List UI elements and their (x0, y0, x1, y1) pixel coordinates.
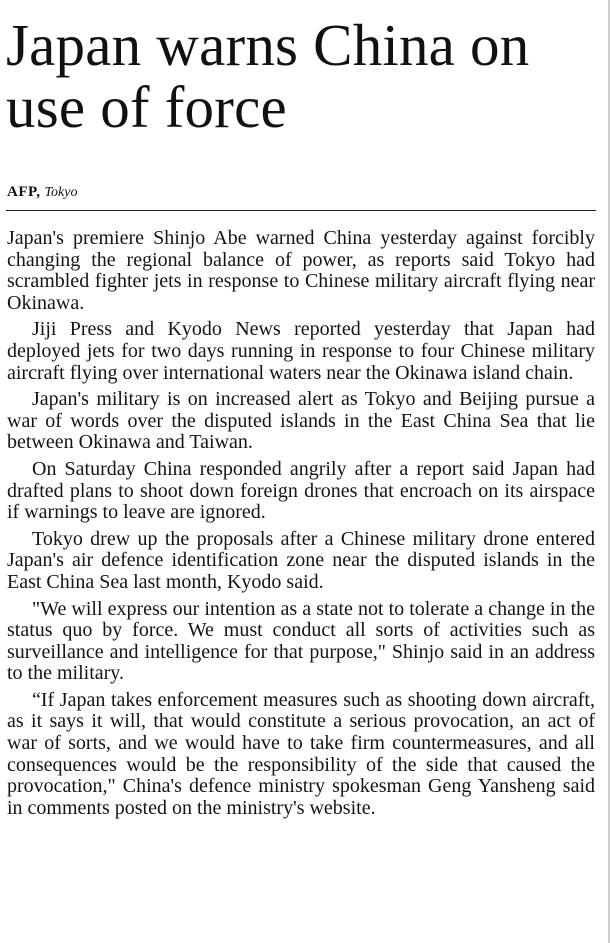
paragraph-4: On Saturday China responded angrily after a report said Japan had drafted plans to shoot down foreign drones that encroach on its airspace if warnings to leave are ignored. (7, 457, 595, 524)
paragraph-7: “If Japan takes enforcement measures such as shooting down aircraft, as it says it will, that would constitute a serious provocation, an act of war of sorts, and we would have to take firm countermeasures, and all consequences would be the responsibility of the side that caused the provocation," China's defence ministry spokesman Geng Yansheng said in comments posted on the ministry's website. (7, 688, 595, 819)
article-headline: Japan warns China on use of force (6, 12, 530, 140)
paragraph-2: Jiji Press and Kyodo News reported yesterday that Japan had deployed jets for two days running in response to four Chinese military aircraft flying over international waters near the Okinawa island chain. (7, 318, 595, 384)
byline-agency: AFP, (7, 184, 41, 200)
article-byline (7, 183, 77, 202)
paragraph-3: Japan's military is on increased alert as Tokyo and Beijing pursue a war of words over the disputed islands in the East China Sea that lie between Okinawa and Taiwan. (7, 388, 595, 454)
article-body (7, 228, 595, 824)
byline-dateline: Tokyo (44, 185, 78, 200)
paragraph-1: Japan's premiere Shinjo Abe warned China yesterday against forcibly changing the regional balance of power, as reports said Tokyo had scrambled fighter jets in response to Chinese military aircraft flying near Okinawa. (7, 227, 595, 314)
paragraph-6: "We will express our intention as a state not to tolerate a change in the status quo by force. We must conduct all sorts of activities such as surveillance and intelligence for that purpose," Shinjo said in an address to the military. (7, 597, 595, 685)
byline-divider (6, 210, 596, 211)
paragraph-5: Tokyo drew up the proposals after a Chinese military drone entered Japan's air defence identification zone near the disputed islands in the East China Sea last month, Kyodo said. (7, 527, 595, 593)
